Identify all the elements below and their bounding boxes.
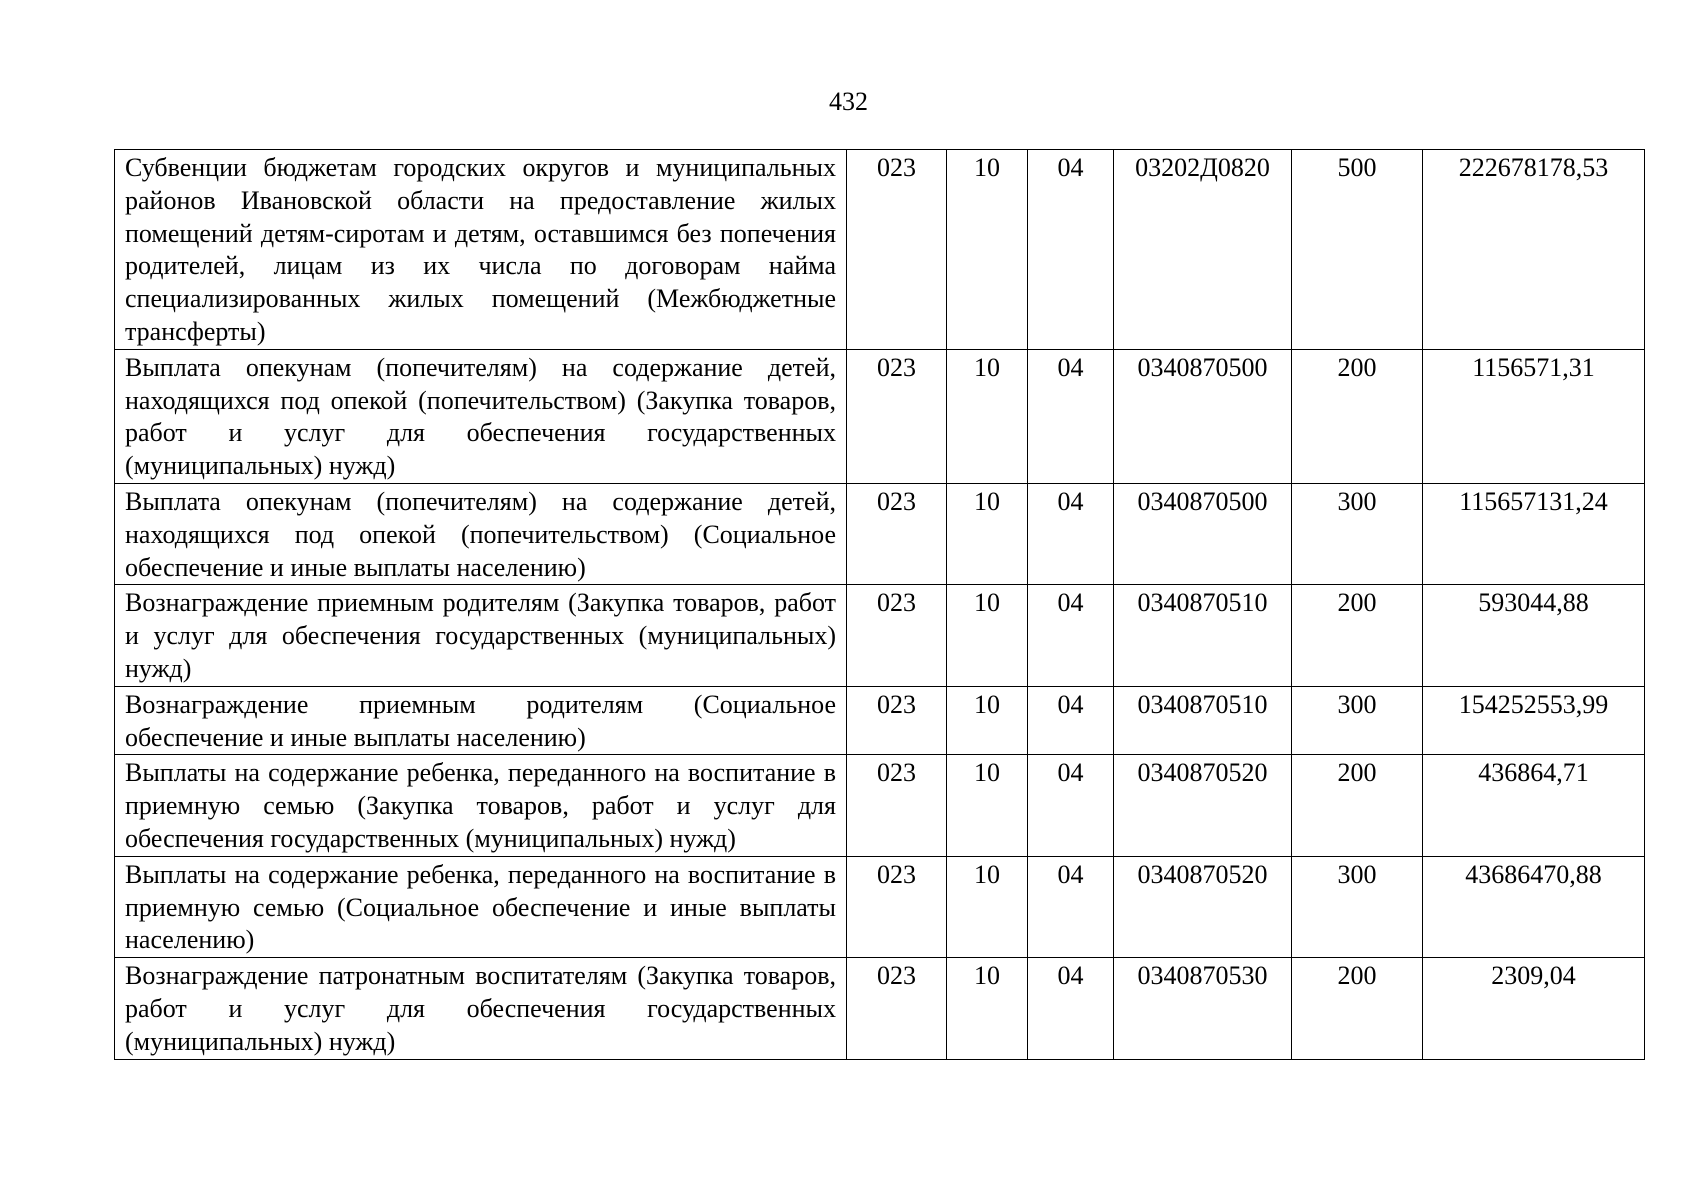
budget-table-body <box>115 150 1645 1060</box>
row-amount: 43686470,88 <box>1423 856 1645 957</box>
row-amount: 1156571,31 <box>1423 349 1645 483</box>
row-subsection-code: 04 <box>1028 483 1114 584</box>
row-grbs-code: 023 <box>847 856 947 957</box>
row-expense-type-code: 200 <box>1292 585 1423 686</box>
row-grbs-code: 023 <box>847 958 947 1059</box>
page-number: 432 <box>829 87 868 116</box>
table-row <box>115 150 1645 350</box>
budget-table <box>114 149 1645 1060</box>
row-section-code: 10 <box>947 585 1028 686</box>
row-expense-type-code: 200 <box>1292 958 1423 1059</box>
row-amount: 593044,88 <box>1423 585 1645 686</box>
row-subsection-code: 04 <box>1028 958 1114 1059</box>
row-target-article-code: 0340870510 <box>1114 686 1292 755</box>
row-grbs-code: 023 <box>847 585 947 686</box>
row-subsection-code: 04 <box>1028 150 1114 350</box>
row-target-article-code: 0340870500 <box>1114 483 1292 584</box>
row-amount: 115657131,24 <box>1423 483 1645 584</box>
row-expense-type-code: 300 <box>1292 856 1423 957</box>
row-section-code: 10 <box>947 349 1028 483</box>
row-target-article-code: 0340870520 <box>1114 856 1292 957</box>
row-grbs-code: 023 <box>847 349 947 483</box>
row-target-article-code: 0340870510 <box>1114 585 1292 686</box>
table-row <box>115 349 1645 483</box>
row-amount: 2309,04 <box>1423 958 1645 1059</box>
row-description: Субвенции бюджетам городских округов и муниципальных районов Ивановской области на предоставление жилых помещений детям-сиротам и детям, оставшимся без попечения родителей, лицам из их числа по договорам найма специализированных жилых помещений (Межбюджетные трансферты) <box>115 150 847 350</box>
table-row <box>115 856 1645 957</box>
row-grbs-code: 023 <box>847 686 947 755</box>
row-description: Выплаты на содержание ребенка, переданного на воспитание в приемную семью (Социальное обеспечение и иные выплаты населению) <box>115 856 847 957</box>
row-subsection-code: 04 <box>1028 585 1114 686</box>
row-target-article-code: 03202Д0820 <box>1114 150 1292 350</box>
row-amount: 222678178,53 <box>1423 150 1645 350</box>
row-target-article-code: 0340870500 <box>1114 349 1292 483</box>
row-grbs-code: 023 <box>847 755 947 856</box>
row-description: Выплаты на содержание ребенка, переданного на воспитание в приемную семью (Закупка товаров, работ и услуг для обеспечения государственных (муниципальных) нужд) <box>115 755 847 856</box>
row-description: Выплата опекунам (попечителям) на содержание детей, находящихся под опекой (попечительством) (Социальное обеспечение и иные выплаты населению) <box>115 483 847 584</box>
row-subsection-code: 04 <box>1028 349 1114 483</box>
row-target-article-code: 0340870530 <box>1114 958 1292 1059</box>
row-section-code: 10 <box>947 483 1028 584</box>
row-subsection-code: 04 <box>1028 755 1114 856</box>
row-amount: 436864,71 <box>1423 755 1645 856</box>
row-section-code: 10 <box>947 856 1028 957</box>
row-expense-type-code: 200 <box>1292 755 1423 856</box>
row-description: Вознаграждение приемным родителям (Закупка товаров, работ и услуг для обеспечения государственных (муниципальных) нужд) <box>115 585 847 686</box>
row-expense-type-code: 500 <box>1292 150 1423 350</box>
row-amount: 154252553,99 <box>1423 686 1645 755</box>
table-row <box>115 755 1645 856</box>
row-grbs-code: 023 <box>847 483 947 584</box>
row-expense-type-code: 300 <box>1292 483 1423 584</box>
row-expense-type-code: 200 <box>1292 349 1423 483</box>
row-description: Вознаграждение патронатным воспитателям (Закупка товаров, работ и услуг для обеспечения государственных (муниципальных) нужд) <box>115 958 847 1059</box>
row-target-article-code: 0340870520 <box>1114 755 1292 856</box>
table-row <box>115 483 1645 584</box>
row-section-code: 10 <box>947 755 1028 856</box>
row-section-code: 10 <box>947 958 1028 1059</box>
row-expense-type-code: 300 <box>1292 686 1423 755</box>
row-grbs-code: 023 <box>847 150 947 350</box>
table-row <box>115 585 1645 686</box>
table-row <box>115 958 1645 1059</box>
row-subsection-code: 04 <box>1028 856 1114 957</box>
table-row <box>115 686 1645 755</box>
row-section-code: 10 <box>947 686 1028 755</box>
row-subsection-code: 04 <box>1028 686 1114 755</box>
row-description: Выплата опекунам (попечителям) на содержание детей, находящихся под опекой (попечительством) (Закупка товаров, работ и услуг для обеспечения государственных (муниципальных) нужд) <box>115 349 847 483</box>
row-description: Вознаграждение приемным родителям (Социальное обеспечение и иные выплаты населению) <box>115 686 847 755</box>
row-section-code: 10 <box>947 150 1028 350</box>
